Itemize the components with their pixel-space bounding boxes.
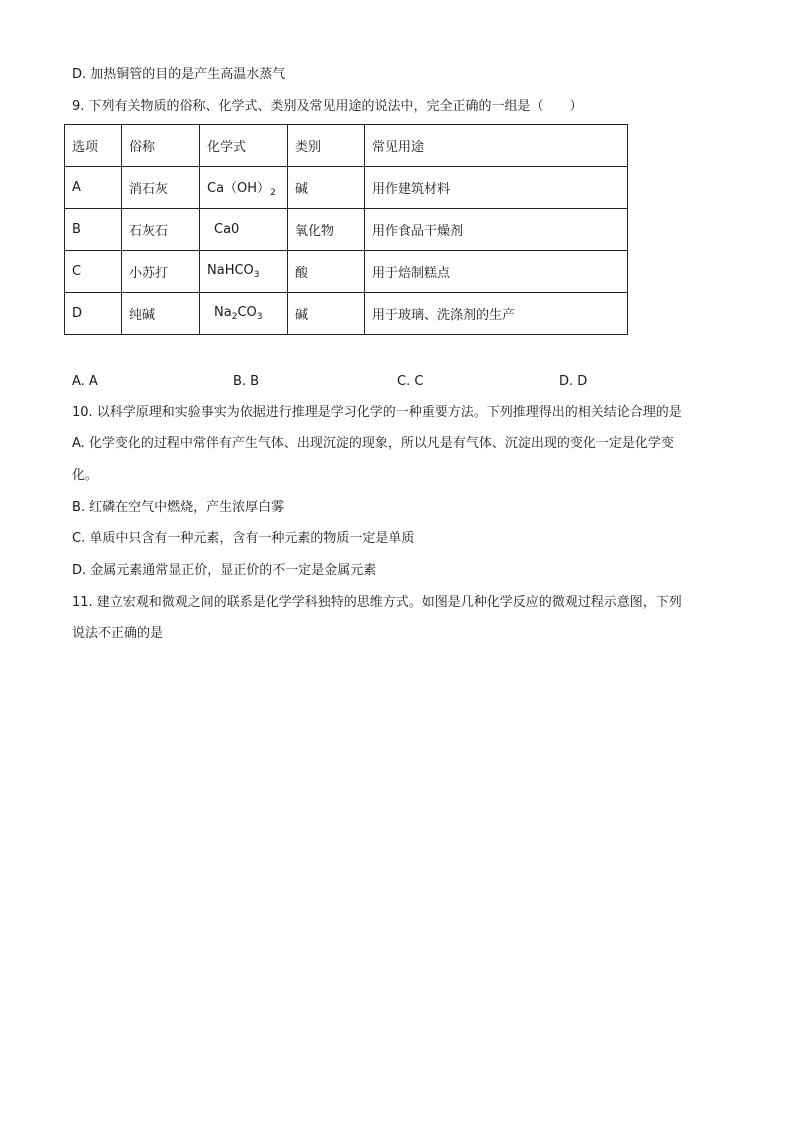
cell-common-name: 纯碱 <box>122 293 200 335</box>
cell-formula <box>200 251 288 293</box>
header-use: 常见用途 <box>365 125 628 167</box>
cell-common-name: 消石灰 <box>122 167 200 209</box>
formula-subscript: 3 <box>253 270 260 280</box>
cell-option: C <box>65 251 122 293</box>
question-10-option-a-cont: 化。 <box>72 468 99 483</box>
option-b[interactable]: B. B <box>233 374 260 389</box>
cell-formula <box>200 209 288 251</box>
question-11-stem-cont: 说法不正确的是 <box>72 626 164 641</box>
question-11-stem: 11. 建立宏观和微观之间的联系是化学学科独特的思维方式。如图是几种化学反应的微观过程示意图，下列 <box>72 595 682 610</box>
question-9-options <box>72 372 632 392</box>
question-10-option-a[interactable]: A. 化学变化的过程中常伴有产生气体、出现沉淀的现象，所以凡是有气体、沉淀出现的变化一定是化学变 <box>72 436 674 451</box>
cell-formula <box>200 167 288 209</box>
formula-subscript-2: 3 <box>256 312 263 322</box>
question-10-option-d[interactable]: D. 金属元素通常显正价，显正价的不一定是金属元素 <box>72 563 377 578</box>
option-c[interactable]: C. C <box>397 374 424 389</box>
cell-formula <box>200 293 288 335</box>
cell-category: 碱 <box>288 167 365 209</box>
cell-common-name: 石灰石 <box>122 209 200 251</box>
table-row <box>65 167 628 209</box>
formula-text: Na <box>214 305 232 320</box>
cell-use: 用作建筑材料 <box>365 167 628 209</box>
header-common-name: 俗称 <box>122 125 200 167</box>
formula-text: Ca0 <box>214 222 240 237</box>
formula-text: NaHCO <box>207 263 254 278</box>
formula-text: Ca（OH） <box>207 181 271 196</box>
cell-option: B <box>65 209 122 251</box>
cell-category: 碱 <box>288 293 365 335</box>
cell-use: 用于玻璃、洗涤剂的生产 <box>365 293 628 335</box>
cell-common-name: 小苏打 <box>122 251 200 293</box>
table-header-row <box>65 125 628 167</box>
question-9-stem: 9. 下列有关物质的俗称、化学式、类别及常见用途的说法中，完全正确的一组是（ ） <box>72 99 583 114</box>
cell-option: A <box>65 167 122 209</box>
formula-subscript: 2 <box>270 188 276 198</box>
option-a[interactable]: A. A <box>72 374 98 389</box>
table-row <box>65 251 628 293</box>
cell-use: 用作食品干燥剂 <box>365 209 628 251</box>
question-9-table <box>64 124 628 335</box>
formula-text-tail: CO <box>237 305 257 320</box>
header-formula: 化学式 <box>200 125 288 167</box>
cell-category: 酸 <box>288 251 365 293</box>
table-row <box>65 293 628 335</box>
header-option: 选项 <box>65 125 122 167</box>
header-category: 类别 <box>288 125 365 167</box>
question-10-stem: 10. 以科学原理和实验事实为依据进行推理是学习化学的一种重要方法。下列推理得出的相关结论合理的是 <box>72 405 682 420</box>
cell-category: 氧化物 <box>288 209 365 251</box>
cell-option: D <box>65 293 122 335</box>
table-row <box>65 209 628 251</box>
question-10-option-b[interactable]: B. 红磷在空气中燃烧，产生浓厚白雾 <box>72 500 285 515</box>
prev-question-option-d: D. 加热铜管的目的是产生高温水蒸气 <box>72 67 286 82</box>
question-10-option-c[interactable]: C. 单质中只含有一种元素，含有一种元素的物质一定是单质 <box>72 531 415 546</box>
cell-use: 用于焙制糕点 <box>365 251 628 293</box>
formula-subscript: 2 <box>231 312 238 322</box>
option-d[interactable]: D. D <box>559 374 588 389</box>
